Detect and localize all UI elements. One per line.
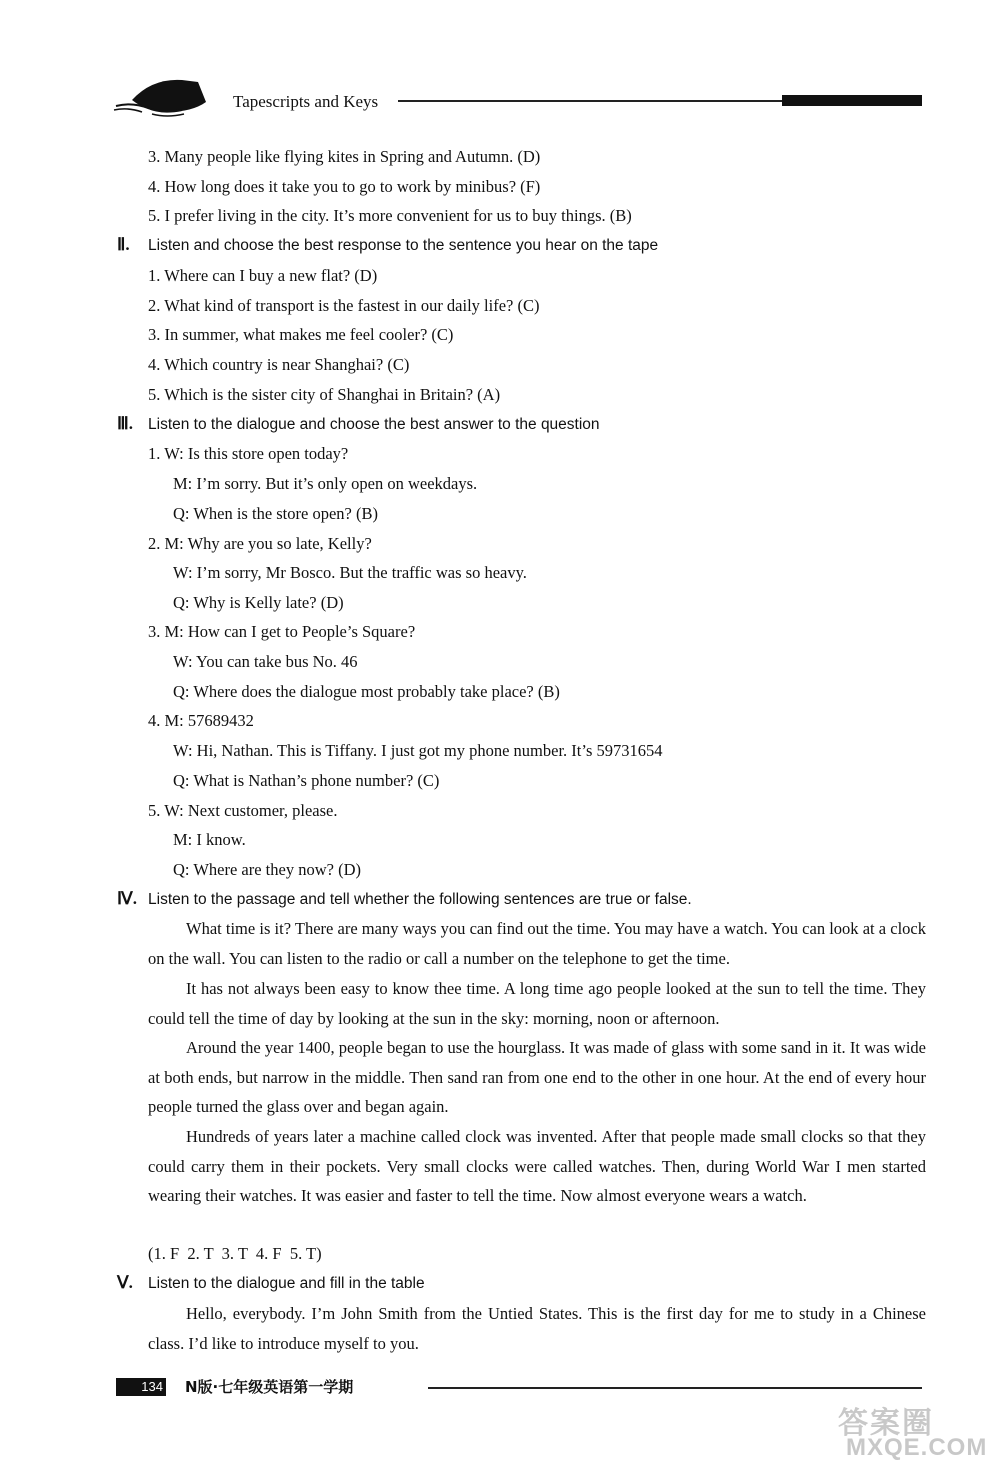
paragraph-text: What time is it? There are many ways you can find out the time. You may have a watch. You can look at a clock on the wall. You can listen to the radio or call a number on the telephone to get the time. [148,919,926,968]
passage-paragraph [148,1033,926,1122]
paragraph-text: Around the year 1400, people began to use the hourglass. It was made of glass with some sand in it. It was wide at both ends, but narrow in the middle. Then sand ran from one end to the other in one hour. At the end of every hour people turned the glass over and began again. [148,1038,926,1117]
dialogue-line: 4. M: 57689432 [148,711,254,730]
answer-key: (1. F 2. T 3. T 4. F 5. T) [148,1244,322,1263]
watermark-url: MXQE.COM [846,1434,988,1461]
header-bar [782,95,922,106]
page-header [0,0,1000,130]
list-item: 5. Which is the sister city of Shanghai in Britain? (A) [148,385,501,404]
page-number: 134 [116,1378,166,1396]
dialogue-line: Q: What is Nathan’s phone number? (C) [173,771,440,790]
section-number: Ⅴ. [117,1273,133,1292]
dialogue-line: 1. W: Is this store open today? [148,444,349,463]
footer-title: N版·七年级英语第一学期 [185,1378,354,1396]
section-title: Listen to the dialogue and choose the best answer to the question [148,416,600,433]
watermark-text: 答案圈 [838,1407,934,1440]
list-item: 5. I prefer living in the city. It’s more convenient for us to buy things. (B) [148,206,632,225]
section-number: Ⅱ. [117,235,130,254]
header-title: Tapescripts and Keys [233,92,379,111]
section-number: Ⅳ. [117,889,137,908]
list-item: 1. Where can I buy a new flat? (D) [148,266,378,285]
dialogue-line: 3. M: How can I get to People’s Square? [148,622,416,641]
dialogue-line: Q: When is the store open? (B) [173,504,378,523]
passage-paragraph [148,1299,926,1358]
dialogue-line: 5. W: Next customer, please. [148,801,338,820]
list-item: 4. Which country is near Shanghai? (C) [148,355,410,374]
paragraph-text: Hello, everybody. I’m John Smith from the Untied States. This is the first day for me to study in a Chinese class. I’d like to introduce myself to you. [148,1304,926,1353]
dialogue-line: M: I’m sorry. But it’s only open on weekdays. [173,474,478,493]
section-title: Listen to the dialogue and fill in the table [148,1275,425,1292]
dialogue-line: Q: Where does the dialogue most probably take place? (B) [173,682,560,701]
list-item: 3. Many people like flying kites in Spring and Autumn. (D) [148,147,541,166]
section-title: Listen and choose the best response to the sentence you hear on the tape [148,237,659,254]
section-title: Listen to the passage and tell whether the following sentences are true or false. [148,891,692,908]
dialogue-line: Q: Where are they now? (D) [173,860,361,879]
watermark [838,1398,998,1466]
dialogue-line: M: I know. [173,830,246,849]
paragraph-text: Hundreds of years later a machine called clock was invented. After that people made small clocks so that they could carry them in their pockets. Very small clocks were called watches. Then, during World War I men started wearing their watches. It was easier and faster to tell the time. Now almost everyone wears a watch. [148,1127,926,1206]
book-logo-icon [112,72,212,122]
paragraph-text: It has not always been easy to know thee time. A long time ago people looked at the sun to tell the time. They could tell the time of day by looking at the sun in the sky: morning, noon or afternoon. [148,979,926,1028]
passage-paragraph [148,1122,926,1211]
passage-paragraph [148,914,926,973]
dialogue-line: 2. M: Why are you so late, Kelly? [148,534,372,553]
section-number: Ⅲ. [117,414,133,433]
dialogue-line: W: I’m sorry, Mr Bosco. But the traffic was so heavy. [173,563,527,582]
dialogue-line: Q: Why is Kelly late? (D) [173,593,344,612]
list-item: 2. What kind of transport is the fastest in our daily life? (C) [148,296,540,315]
list-item: 4. How long does it take you to go to work by minibus? (F) [148,177,541,196]
list-item: 3. In summer, what makes me feel cooler? (C) [148,325,454,344]
passage-paragraph [148,974,926,1033]
footer-rule [428,1387,922,1389]
dialogue-line: W: You can take bus No. 46 [173,652,358,671]
header-rule [398,100,782,102]
dialogue-line: W: Hi, Nathan. This is Tiffany. I just got my phone number. It’s 59731654 [173,741,663,760]
